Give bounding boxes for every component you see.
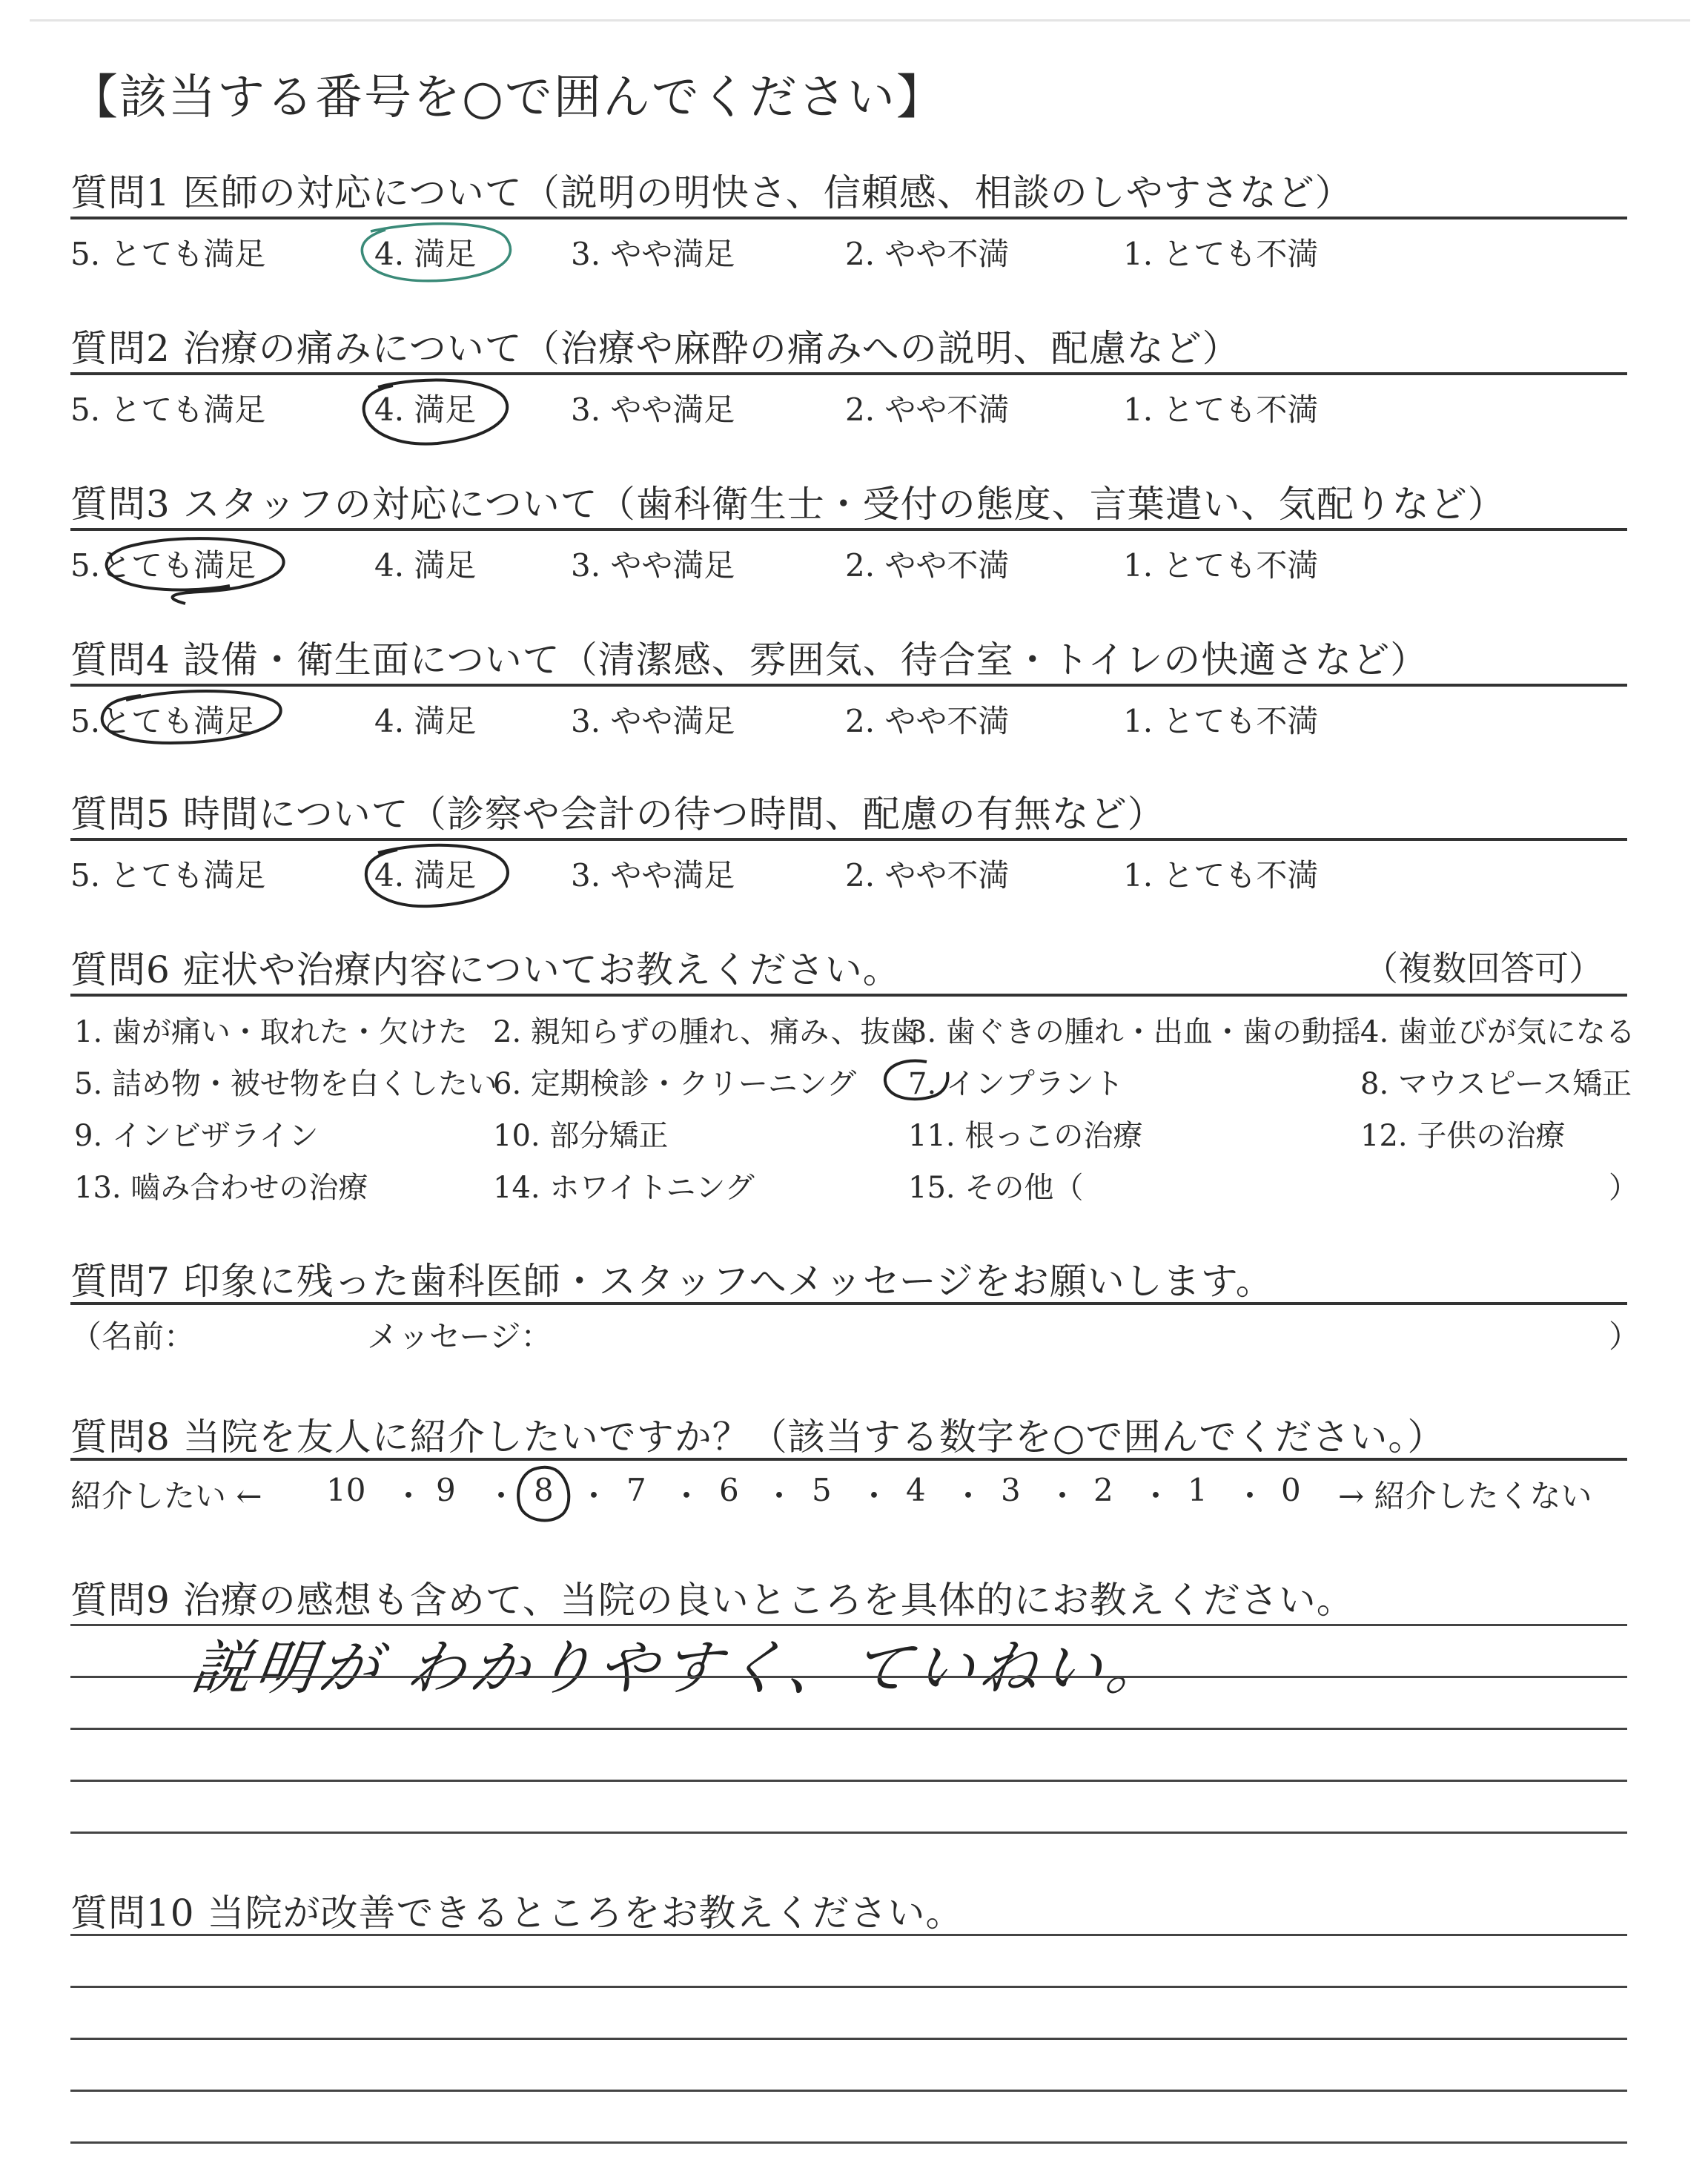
q6-option-2[interactable]: 2. 親知らずの腫れ、痛み、抜歯 xyxy=(493,1015,920,1049)
q7-name-label: （名前： xyxy=(70,1318,196,1355)
question-4-heading: 質問4 設備・衛生面について（清潔感、雰囲気、待合室・トイレの快適さなど） xyxy=(70,638,1429,681)
q8-value-2[interactable]: 2 xyxy=(1093,1472,1113,1508)
q8-sep: ・ xyxy=(393,1478,425,1514)
q2-option-3[interactable]: 3. やや満足 xyxy=(571,392,735,428)
q1-option-1[interactable]: 1. とても不満 xyxy=(1123,236,1319,272)
q8-value-1[interactable]: 1 xyxy=(1188,1472,1208,1508)
question-7-rule xyxy=(70,1302,1627,1305)
q6-option-5[interactable]: 5. 詰め物・被せ物を白くしたい xyxy=(74,1067,497,1101)
q2-option-4[interactable]: 4. 満足 xyxy=(374,392,477,428)
q4-option-5[interactable] xyxy=(70,697,256,742)
q1-option-3[interactable]: 3. やや満足 xyxy=(571,236,735,272)
q6-option-15-close: ） xyxy=(1609,1171,1638,1205)
q8-sep: ・ xyxy=(1234,1478,1266,1514)
q3-option-2[interactable]: 2. やや不満 xyxy=(845,547,1010,584)
q6-option-11[interactable]: 11. 根っこの治療 xyxy=(908,1119,1143,1153)
q4-option-3[interactable]: 3. やや満足 xyxy=(571,703,735,739)
q6-option-7[interactable]: 7. インプラント xyxy=(908,1067,1124,1101)
q8-left-label: 紹介したい ← xyxy=(70,1478,262,1514)
q8-value-0[interactable]: 0 xyxy=(1281,1472,1301,1508)
q5-option-4[interactable]: 4. 満足 xyxy=(374,857,477,894)
question-1-heading: 質問1 医師の対応について（説明の明快さ、信頼感、相談のしやすさなど） xyxy=(70,171,1353,214)
q7-message-label: メッセージ： xyxy=(367,1318,552,1355)
q1-option-5[interactable]: 5. とても満足 xyxy=(70,236,266,272)
question-1-rule xyxy=(70,217,1627,219)
q6-option-6[interactable]: 6. 定期検診・クリーニング xyxy=(493,1067,857,1101)
q2-option-1[interactable]: 1. とても不満 xyxy=(1123,392,1319,428)
q10-line xyxy=(70,2038,1627,2040)
q7-close-paren: ） xyxy=(1609,1318,1641,1355)
q10-line xyxy=(70,1986,1627,1988)
q8-sep: ・ xyxy=(1140,1478,1172,1514)
q8-value-8[interactable]: 8 xyxy=(534,1472,554,1508)
question-6-rule xyxy=(70,994,1627,997)
question-3-rule xyxy=(70,528,1627,531)
q6-option-9[interactable]: 9. インビザライン xyxy=(74,1119,319,1153)
q8-value-7[interactable]: 7 xyxy=(626,1472,646,1508)
q5-option-2[interactable]: 2. やや不満 xyxy=(845,857,1010,894)
q10-line xyxy=(70,2090,1627,2092)
q6-option-4[interactable]: 4. 歯並びが気になる xyxy=(1360,1015,1635,1049)
q10-line xyxy=(70,1934,1627,1936)
question-10-heading: 質問10 当院が改善できるところをお教えください。 xyxy=(70,1892,964,1935)
q8-value-3[interactable]: 3 xyxy=(1001,1472,1021,1508)
question-6-heading: 質問6 症状や治療内容についてお教えください。 xyxy=(70,948,901,991)
q8-sep: ・ xyxy=(953,1478,984,1514)
q5-option-1[interactable]: 1. とても不満 xyxy=(1123,857,1319,894)
question-6-note: （複数回答可） xyxy=(1364,948,1603,988)
q9-handwritten-answer: 説明が わかりやすく、ていねい。 xyxy=(187,1634,1176,1702)
question-5-heading: 質問5 時間について（診察や会計の待つ時間、配慮の有無など） xyxy=(70,793,1165,836)
q3-option-4[interactable]: 4. 満足 xyxy=(374,547,477,584)
q1-option-2[interactable]: 2. やや不満 xyxy=(845,236,1010,272)
q3-option-5-number: 5. xyxy=(70,547,101,584)
question-5-rule xyxy=(70,838,1627,841)
question-8-rule xyxy=(70,1458,1627,1461)
q1-option-4[interactable]: 4. 満足 xyxy=(374,236,477,272)
q9-line xyxy=(70,1780,1627,1782)
q8-sep: ・ xyxy=(578,1478,610,1514)
q4-option-5-label: とても満足 xyxy=(100,703,256,739)
question-9-heading: 質問9 治療の感想も含めて、当院の良いところを具体的にお教えください。 xyxy=(70,1579,1354,1622)
q10-line xyxy=(70,2141,1627,2144)
q5-option-5[interactable]: 5. とても満足 xyxy=(70,857,266,894)
question-3-heading: 質問3 スタッフの対応について（歯科衛生士・受付の態度、言葉遣い、気配りなど） xyxy=(70,483,1506,526)
page-title: 【該当する番号を○で囲んでください】 xyxy=(70,70,945,125)
q6-option-10[interactable]: 10. 部分矯正 xyxy=(493,1119,669,1153)
q2-option-2[interactable]: 2. やや不満 xyxy=(845,392,1010,428)
q6-option-15[interactable]: 15. その他（ xyxy=(908,1171,1084,1205)
q6-option-14[interactable]: 14. ホワイトニング xyxy=(493,1171,755,1205)
q8-value-6[interactable]: 6 xyxy=(719,1472,739,1508)
q8-sep: ・ xyxy=(671,1478,703,1514)
q5-option-3[interactable]: 3. やや満足 xyxy=(571,857,735,894)
q9-line xyxy=(70,1832,1627,1834)
q4-option-2[interactable]: 2. やや不満 xyxy=(845,703,1010,739)
question-2-rule xyxy=(70,372,1627,375)
q8-sep: ・ xyxy=(1047,1478,1079,1514)
q4-option-5-number: 5. xyxy=(70,703,101,739)
question-2-heading: 質問2 治療の痛みについて（治療や麻酔の痛みへの説明、配慮など） xyxy=(70,327,1240,370)
q8-value-4[interactable]: 4 xyxy=(906,1472,926,1508)
scan-edge-line xyxy=(30,19,1690,22)
q6-option-12[interactable]: 12. 子供の治療 xyxy=(1360,1119,1566,1153)
q8-sep: ・ xyxy=(858,1478,890,1514)
q3-option-5[interactable] xyxy=(70,541,256,586)
q8-right-label: → 紹介したくない xyxy=(1338,1478,1592,1514)
q6-option-3[interactable]: 3. 歯ぐきの腫れ・出血・歯の動揺 xyxy=(908,1015,1361,1049)
q6-option-8[interactable]: 8. マウスピース矯正 xyxy=(1360,1067,1632,1101)
q8-value-9[interactable]: 9 xyxy=(436,1472,456,1508)
q8-value-10[interactable]: 10 xyxy=(326,1472,366,1508)
q4-option-4[interactable]: 4. 満足 xyxy=(374,703,477,739)
q8-sep: ・ xyxy=(486,1478,517,1514)
question-4-rule xyxy=(70,684,1627,687)
q6-option-13[interactable]: 13. 嚙み合わせの治療 xyxy=(74,1171,368,1205)
q6-option-1[interactable]: 1. 歯が痛い・取れた・欠けた xyxy=(74,1015,468,1049)
q3-option-1[interactable]: 1. とても不満 xyxy=(1123,547,1319,584)
q4-option-1[interactable]: 1. とても不満 xyxy=(1123,703,1319,739)
q2-option-5[interactable]: 5. とても満足 xyxy=(70,392,266,428)
q9-line xyxy=(70,1728,1627,1730)
question-8-heading: 質問8 当院を友人に紹介したいですか？（該当する数字を○で囲んでください。） xyxy=(70,1416,1446,1459)
q9-line xyxy=(70,1676,1627,1678)
question-7-heading: 質問7 印象に残った歯科医師・スタッフへメッセージをお願いします。 xyxy=(70,1260,1274,1303)
q8-sep: ・ xyxy=(764,1478,795,1514)
q8-value-5[interactable]: 5 xyxy=(812,1472,832,1508)
q3-option-3[interactable]: 3. やや満足 xyxy=(571,547,735,584)
q3-option-5-label: とても満足 xyxy=(100,547,256,584)
